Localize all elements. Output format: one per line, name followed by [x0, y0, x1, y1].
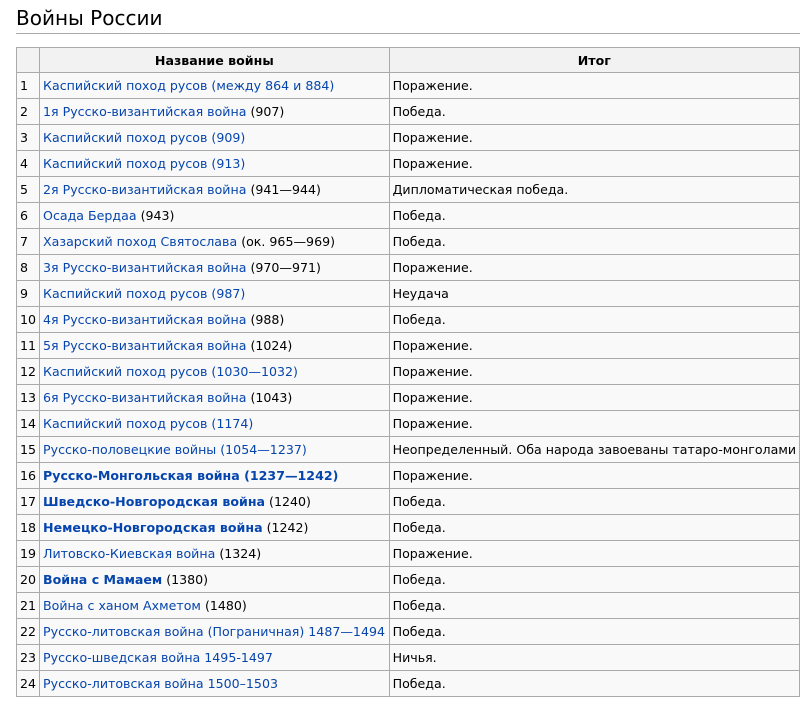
war-result: Поражение.	[389, 125, 799, 151]
war-result: Победа.	[389, 593, 799, 619]
row-number: 11	[17, 333, 40, 359]
row-number: 17	[17, 489, 40, 515]
table-row	[17, 411, 800, 437]
war-name-cell	[40, 99, 390, 125]
war-link[interactable]: Русско-литовская война 1500–1503	[43, 676, 278, 691]
war-date: (1380)	[166, 572, 209, 587]
war-result: Победа.	[389, 515, 799, 541]
war-name-cell	[40, 437, 390, 463]
row-number: 7	[17, 229, 40, 255]
row-number: 4	[17, 151, 40, 177]
row-number: 14	[17, 411, 40, 437]
table-row	[17, 281, 800, 307]
row-number: 2	[17, 99, 40, 125]
table-row	[17, 593, 800, 619]
war-link[interactable]: Хазарский поход Святослава	[43, 234, 238, 249]
war-link[interactable]: 4я Русско-византийская война	[43, 312, 247, 327]
war-result: Победа.	[389, 99, 799, 125]
column-header-number	[17, 48, 40, 73]
war-result: Неудача	[389, 281, 799, 307]
war-result: Поражение.	[389, 333, 799, 359]
war-name-cell	[40, 203, 390, 229]
war-date: (1480)	[204, 598, 247, 613]
row-number: 5	[17, 177, 40, 203]
war-name-cell	[40, 177, 390, 203]
war-link[interactable]: 3я Русско-византийская война	[43, 260, 247, 275]
war-name-cell	[40, 281, 390, 307]
war-name-cell	[40, 125, 390, 151]
table-row	[17, 645, 800, 671]
war-date: (1024)	[250, 338, 293, 353]
war-result: Поражение.	[389, 463, 799, 489]
war-result: Победа.	[389, 567, 799, 593]
title-divider	[16, 33, 800, 34]
row-number: 15	[17, 437, 40, 463]
row-number: 10	[17, 307, 40, 333]
war-link[interactable]: Русско-Монгольская война (1237—1242)	[43, 468, 339, 483]
war-result: Поражение.	[389, 385, 799, 411]
row-number: 9	[17, 281, 40, 307]
war-name-cell	[40, 619, 390, 645]
war-result: Победа.	[389, 489, 799, 515]
war-date: (970—971)	[250, 260, 321, 275]
row-number: 22	[17, 619, 40, 645]
war-date: (1240)	[269, 494, 311, 509]
war-result: Поражение.	[389, 541, 799, 567]
war-name-cell	[40, 489, 390, 515]
war-name-cell	[40, 593, 390, 619]
war-name-cell	[40, 463, 390, 489]
table-row	[17, 463, 800, 489]
war-name-cell	[40, 645, 390, 671]
war-link[interactable]: Осада Бердаа	[43, 208, 137, 223]
row-number: 20	[17, 567, 40, 593]
row-number: 24	[17, 671, 40, 697]
row-number: 1	[17, 73, 40, 99]
row-number: 12	[17, 359, 40, 385]
war-name-cell	[40, 151, 390, 177]
war-date: (1324)	[219, 546, 262, 561]
table-row	[17, 619, 800, 645]
war-date: (943)	[140, 208, 175, 223]
war-result: Поражение.	[389, 255, 799, 281]
table-row	[17, 437, 800, 463]
table-header-row	[17, 48, 800, 73]
war-result: Победа.	[389, 671, 799, 697]
war-name-cell	[40, 307, 390, 333]
war-link[interactable]: 5я Русско-византийская война	[43, 338, 247, 353]
war-link[interactable]: Русско-половецкие войны (1054—1237)	[43, 442, 307, 457]
war-date: (1242)	[266, 520, 309, 535]
war-name-cell	[40, 255, 390, 281]
table-row	[17, 515, 800, 541]
table-row	[17, 359, 800, 385]
war-link[interactable]: Литовско-Киевская война	[43, 546, 216, 561]
war-date: (988)	[250, 312, 285, 327]
row-number: 19	[17, 541, 40, 567]
war-date: (ок. 965—969)	[241, 234, 336, 249]
war-link[interactable]: 1я Русско-византийская война	[43, 104, 247, 119]
war-name-cell	[40, 567, 390, 593]
war-name-cell	[40, 73, 390, 99]
war-result: Дипломатическая победа.	[389, 177, 799, 203]
war-result: Поражение.	[389, 73, 799, 99]
war-link[interactable]: 6я Русско-византийская война	[43, 390, 247, 405]
war-link[interactable]: Каспийский поход русов (913)	[43, 156, 246, 171]
table-row	[17, 333, 800, 359]
table-row	[17, 177, 800, 203]
war-link[interactable]: Шведско-Новгородская война	[43, 494, 266, 509]
war-link[interactable]: Каспийский поход русов (909)	[43, 130, 246, 145]
war-link[interactable]: Русско-литовская война (Пограничная) 1487—1494	[43, 624, 385, 639]
table-row	[17, 203, 800, 229]
table-row	[17, 541, 800, 567]
war-link[interactable]: Немецко-Новгородская война	[43, 520, 263, 535]
war-result: Поражение.	[389, 411, 799, 437]
page-title: Войны России	[16, 6, 163, 30]
table-row	[17, 125, 800, 151]
war-name-cell	[40, 359, 390, 385]
table-row	[17, 73, 800, 99]
row-number: 23	[17, 645, 40, 671]
war-date: (941—944)	[250, 182, 321, 197]
row-number: 8	[17, 255, 40, 281]
war-link[interactable]: Русско-шведская война 1495-1497	[43, 650, 273, 665]
table-row	[17, 99, 800, 125]
row-number: 16	[17, 463, 40, 489]
table-row	[17, 307, 800, 333]
row-number: 3	[17, 125, 40, 151]
table-row	[17, 671, 800, 697]
war-result: Победа.	[389, 203, 799, 229]
table-row	[17, 489, 800, 515]
war-result: Поражение.	[389, 359, 799, 385]
row-number: 6	[17, 203, 40, 229]
table-row	[17, 255, 800, 281]
row-number: 13	[17, 385, 40, 411]
table-body	[17, 73, 800, 697]
war-date: (1043)	[250, 390, 293, 405]
war-date: (907)	[250, 104, 285, 119]
war-link[interactable]: Каспийский поход русов (1174)	[43, 416, 254, 431]
war-name-cell	[40, 411, 390, 437]
war-link[interactable]: 2я Русско-византийская война	[43, 182, 247, 197]
war-link[interactable]: Каспийский поход русов (1030—1032)	[43, 364, 298, 379]
war-name-cell	[40, 671, 390, 697]
table-row	[17, 151, 800, 177]
war-link[interactable]: Война с ханом Ахметом	[43, 598, 201, 613]
war-name-cell	[40, 385, 390, 411]
war-result: Победа.	[389, 229, 799, 255]
wars-table	[16, 47, 800, 697]
war-link[interactable]: Каспийский поход русов (между 864 и 884)	[43, 78, 335, 93]
war-result: Неопределенный. Оба народа завоеваны татаро-монголами	[389, 437, 799, 463]
war-name-cell	[40, 333, 390, 359]
war-link[interactable]: Война с Мамаем	[43, 572, 163, 587]
war-result: Победа.	[389, 619, 799, 645]
table-row	[17, 229, 800, 255]
table-row	[17, 567, 800, 593]
war-name-cell	[40, 541, 390, 567]
row-number: 18	[17, 515, 40, 541]
table-row	[17, 385, 800, 411]
war-result: Поражение.	[389, 151, 799, 177]
column-header-name: Название войны	[40, 48, 390, 73]
column-header-result: Итог	[389, 48, 799, 73]
war-link[interactable]: Каспийский поход русов (987)	[43, 286, 246, 301]
war-result: Победа.	[389, 307, 799, 333]
war-result: Ничья.	[389, 645, 799, 671]
war-name-cell	[40, 515, 390, 541]
war-name-cell	[40, 229, 390, 255]
row-number: 21	[17, 593, 40, 619]
